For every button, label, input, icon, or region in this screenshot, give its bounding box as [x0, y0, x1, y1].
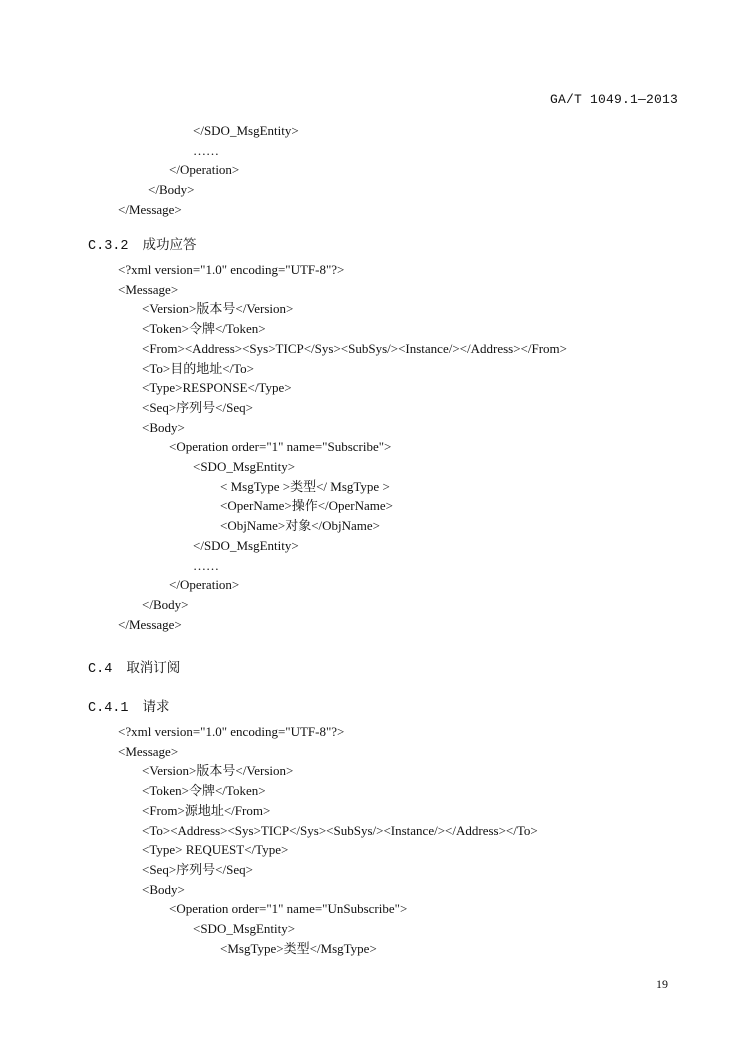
code-line: <Seq>序列号</Seq>	[142, 861, 253, 877]
section-heading-c32	[88, 233, 197, 254]
code-line: <Seq>序列号</Seq>	[142, 399, 253, 415]
code-line: <Version>版本号</Version>	[142, 763, 294, 779]
code-line: <Token>令牌</Token>	[142, 783, 266, 799]
code-line: <Message>	[118, 281, 179, 297]
code-line: </Body>	[142, 596, 189, 612]
code-line: <?xml version="1.0" encoding="UTF-8"?>	[118, 724, 345, 739]
code-line: <SDO_MsgEntity>	[193, 921, 296, 936]
code-line: </Body>	[148, 182, 195, 198]
code-line: <Token>令牌</Token>	[142, 321, 266, 337]
code-line: </Operation>	[169, 577, 240, 593]
section-heading-c41	[88, 695, 170, 716]
code-line: <Body>	[142, 419, 185, 435]
code-line: <OperName>操作</OperName>	[220, 498, 393, 514]
code-line: </SDO_MsgEntity>	[193, 537, 299, 553]
code-line: <ObjName>对象</ObjName>	[220, 518, 381, 534]
code-line: <SDO_MsgEntity>	[193, 459, 296, 474]
code-line: <From><Address><Sys>TICP</Sys><SubSys/><Instance/></Address></From>	[142, 340, 567, 356]
code-line: </Message>	[118, 616, 182, 632]
code-line: <Operation order="1" name="UnSubscribe">	[169, 901, 408, 917]
code-line: < MsgType >类型</ MsgType >	[220, 478, 390, 494]
code-line: ……	[193, 557, 219, 573]
section-heading-c4	[88, 656, 180, 677]
standard-number: GA/T 1049.1—2013	[549, 92, 678, 107]
section-title: 请求	[142, 699, 170, 714]
page-number: 19	[656, 977, 668, 991]
code-line: <Version>版本号</Version>	[142, 301, 294, 317]
code-line: </SDO_MsgEntity>	[193, 123, 299, 138]
code-line: <To><Address><Sys>TICP</Sys><SubSys/><Instance/></Address></To>	[142, 822, 538, 838]
code-line: </Message>	[118, 201, 182, 217]
code-line: <?xml version="1.0" encoding="UTF-8"?>	[118, 262, 345, 277]
code-line: <Type> REQUEST</Type>	[142, 842, 289, 858]
section-title: 成功应答	[142, 237, 197, 252]
code-line: <Message>	[118, 743, 179, 759]
section-title: 取消订阅	[126, 660, 181, 675]
section-number: C.4	[88, 662, 113, 677]
code-line: <Operation order="1" name="Subscribe">	[169, 439, 392, 455]
code-line: <To>目的地址</To>	[142, 360, 255, 376]
code-line: <Type>RESPONSE</Type>	[142, 380, 292, 396]
code-line: <Body>	[142, 881, 185, 897]
section-number: C.4.1	[88, 701, 129, 716]
code-line: <From>源地址</From>	[142, 802, 271, 818]
code-line: ……	[193, 142, 219, 158]
code-line: </Operation>	[169, 162, 240, 178]
code-line: <MsgType>类型</MsgType>	[220, 940, 377, 956]
section-number: C.3.2	[88, 239, 129, 254]
